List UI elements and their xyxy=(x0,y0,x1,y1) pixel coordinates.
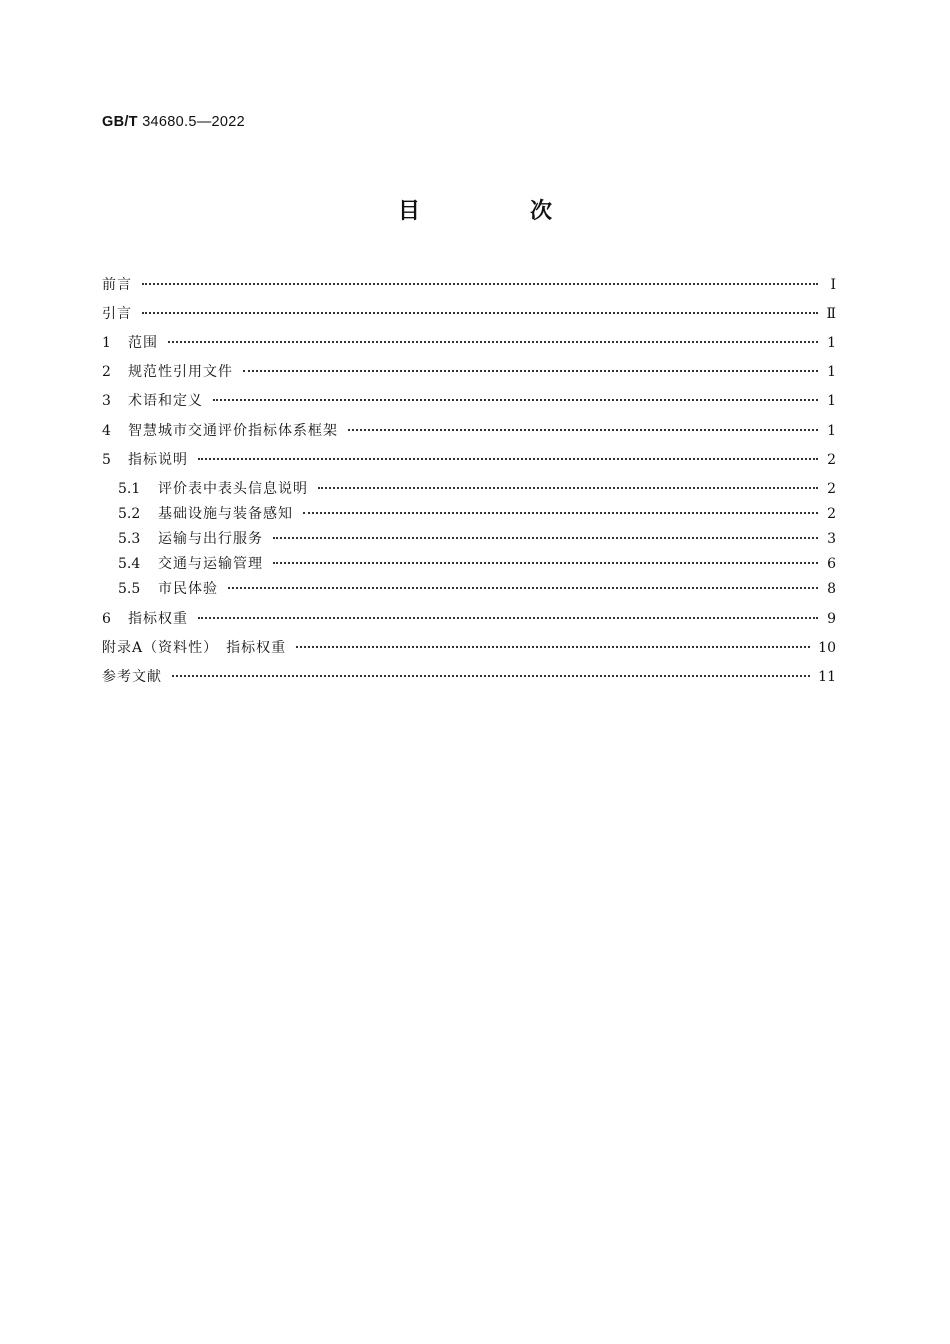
toc-entry-label: 引言 xyxy=(102,306,132,322)
toc-entry-label: 智慧城市交通评价指标体系框架 xyxy=(128,423,338,439)
toc-entry-5[interactable] xyxy=(102,450,836,470)
toc-entry-number: 5.2 xyxy=(118,506,141,522)
toc-entry-label: 术语和定义 xyxy=(128,393,203,409)
dot-leader xyxy=(318,487,818,489)
toc-entry-page: 8 xyxy=(827,581,836,597)
toc-entry-number: 5.4 xyxy=(118,556,141,572)
toc-entry-5-2[interactable] xyxy=(118,504,836,524)
toc-entry-5-5[interactable] xyxy=(118,579,836,599)
toc-entry-label: 附录A（资料性） 指标权重 xyxy=(102,640,287,656)
toc-entry-label: 市民体验 xyxy=(158,581,218,597)
toc-entry-page: 6 xyxy=(827,556,836,572)
dot-leader xyxy=(243,370,818,372)
toc-entry-page: 1 xyxy=(827,364,836,380)
toc-entry-number: 3 xyxy=(102,393,111,409)
toc-entry-number: 6 xyxy=(102,611,111,627)
dot-leader xyxy=(273,562,818,564)
toc-entry-page: 1 xyxy=(827,335,836,351)
toc-entry-introduction[interactable] xyxy=(102,304,836,324)
dot-leader xyxy=(142,312,818,314)
toc-entry-3[interactable] xyxy=(102,391,836,411)
toc-entry-page: 3 xyxy=(827,531,836,547)
dot-leader xyxy=(228,587,818,589)
dot-leader xyxy=(303,512,818,514)
toc-entry-label: 评价表中表头信息说明 xyxy=(158,481,308,497)
toc-entry-5-4[interactable] xyxy=(118,554,836,574)
toc-entry-page: 1 xyxy=(827,393,836,409)
toc-entry-label: 参考文献 xyxy=(102,669,162,685)
toc-entry-number: 5 xyxy=(102,452,111,468)
toc-entry-label: 指标权重 xyxy=(128,611,188,627)
toc-entry-page: 2 xyxy=(827,481,836,497)
toc-entry-number: 5.1 xyxy=(118,481,141,497)
dot-leader xyxy=(213,399,818,401)
dot-leader xyxy=(198,458,818,460)
dot-leader xyxy=(296,646,810,648)
toc-entry-label: 前言 xyxy=(102,277,132,293)
toc-entry-page: Ⅰ xyxy=(830,277,836,293)
toc-entry-page: Ⅱ xyxy=(826,306,836,322)
toc-entry-page: 1 xyxy=(827,423,836,439)
toc-entry-5-1[interactable] xyxy=(118,479,836,499)
toc-entry-number: 5.5 xyxy=(118,581,141,597)
toc-entry-page: 2 xyxy=(827,452,836,468)
toc-entry-label: 交通与运输管理 xyxy=(158,556,263,572)
toc-entry-6[interactable] xyxy=(102,609,836,629)
toc-title: 目 次 xyxy=(397,199,596,224)
toc-entry-label: 范围 xyxy=(128,335,158,351)
dot-leader xyxy=(273,537,818,539)
toc-entry-label: 基础设施与装备感知 xyxy=(158,506,293,522)
toc-entry-label: 指标说明 xyxy=(128,452,188,468)
toc-entry-appendix-a[interactable] xyxy=(102,638,836,658)
dot-leader xyxy=(142,283,818,285)
toc-entry-2[interactable] xyxy=(102,362,836,382)
toc-entry-page: 10 xyxy=(818,640,836,656)
standard-prefix: GB/T xyxy=(102,114,138,130)
dot-leader xyxy=(168,341,818,343)
dot-leader xyxy=(348,429,818,431)
toc-entry-5-3[interactable] xyxy=(118,529,836,549)
toc-entry-preface[interactable] xyxy=(102,275,836,295)
toc-entry-1[interactable] xyxy=(102,333,836,353)
toc-entry-4[interactable] xyxy=(102,421,836,441)
toc-entry-page: 2 xyxy=(827,506,836,522)
standard-code xyxy=(102,114,245,130)
toc-entry-number: 1 xyxy=(102,335,111,351)
toc-entry-references[interactable] xyxy=(102,667,836,687)
toc-entry-label: 运输与出行服务 xyxy=(158,531,263,547)
toc-entry-label: 规范性引用文件 xyxy=(128,364,233,380)
toc-entry-number: 4 xyxy=(102,423,111,439)
standard-number: 34680.5—2022 xyxy=(142,114,245,130)
toc-entry-page: 11 xyxy=(818,669,836,685)
toc-entry-page: 9 xyxy=(827,611,836,627)
dot-leader xyxy=(198,617,818,619)
dot-leader xyxy=(172,675,810,677)
toc-entry-number: 2 xyxy=(102,364,111,380)
toc-entry-number: 5.3 xyxy=(118,531,141,547)
